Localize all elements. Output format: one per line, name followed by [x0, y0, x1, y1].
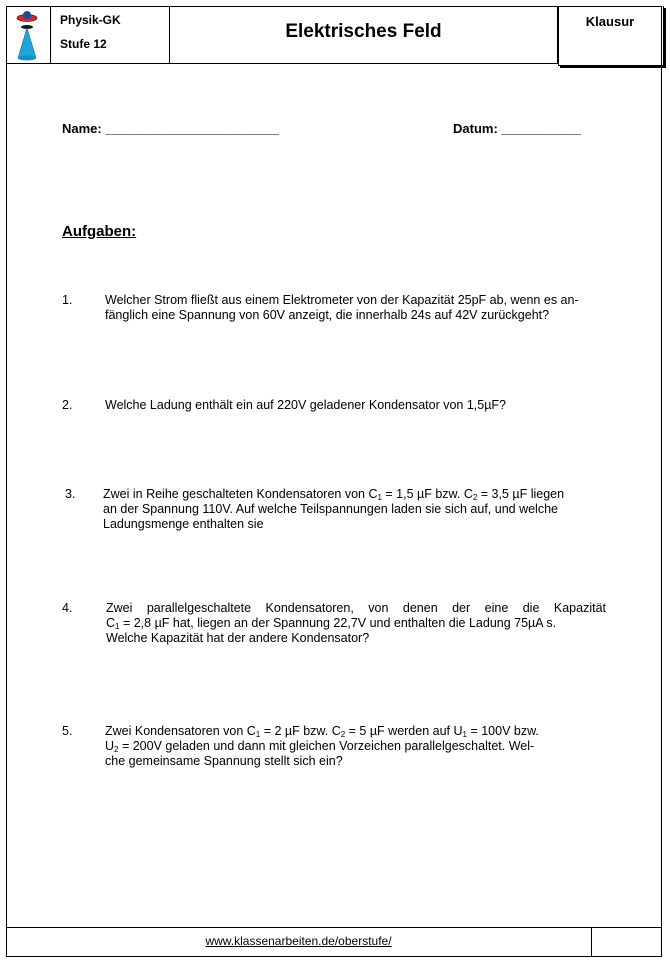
text-run: C — [106, 616, 116, 630]
question-number: 4. — [62, 601, 73, 615]
subject-cell — [51, 6, 170, 64]
footer-link[interactable]: www.klassenarbeiten.de/oberstufe/ — [205, 934, 392, 948]
question-line: Ladungsmenge enthalten sie — [103, 517, 264, 531]
footer-separator — [591, 927, 592, 957]
text-run: = 3,5 µF liegen — [477, 487, 565, 501]
text-run: Zwei parallelgeschaltete Kondensatoren, von denen der eine die Kapazität — [106, 601, 606, 615]
text-run: = 100V bzw. — [466, 724, 539, 738]
text-run: = 2 µF bzw. C — [260, 724, 341, 738]
page-title: Elektrisches Feld — [170, 6, 558, 64]
subscript: 2 — [340, 730, 346, 739]
logo — [6, 6, 51, 64]
header-divider — [6, 63, 558, 64]
text-run: = 1,5 µF bzw. C — [381, 487, 473, 501]
text-run: U — [105, 739, 115, 753]
question-number: 3. — [65, 487, 76, 501]
subscript: 2 — [472, 493, 478, 502]
question-line — [105, 739, 615, 754]
text-run: Zwei Kondensatoren von C — [105, 724, 256, 738]
question-line: an der Spannung 110V. Auf welche Teilspannungen laden sie sich auf, und welche — [103, 502, 558, 516]
subscript: 1 — [255, 730, 261, 739]
exam-type-box — [558, 6, 664, 66]
question-line — [106, 601, 606, 616]
question-number: 2. — [62, 398, 73, 412]
question-line: Welche Kapazität hat der andere Kondensator? — [106, 631, 370, 645]
text-run: = 5 µF werden auf U — [345, 724, 463, 738]
text-run: = 2,8 µF hat, liegen an der Spannung 22,7V und enthalten die Ladung 75µA s. — [119, 616, 557, 630]
subscript: 1 — [115, 622, 120, 631]
text-run: = 200V geladen und dann mit gleichen Vorzeichen parallelgeschaltet. Wel- — [118, 739, 535, 753]
question-line: Welche Ladung enthält ein auf 220V geladener Kondensator von 1,5µF? — [105, 398, 507, 412]
question-line — [105, 724, 615, 739]
question-number: 5. — [62, 724, 73, 738]
subscript: 1 — [462, 730, 467, 739]
exam-type: Klausur — [585, 14, 635, 29]
question-number: 1. — [62, 293, 73, 307]
physics-logo-icon — [6, 6, 51, 64]
subject: Physik-GK — [60, 13, 121, 27]
question-line: fänglich eine Spannung von 60V anzeigt, die innerhalb 24s auf 42V zurückgeht? — [105, 308, 550, 322]
level: Stufe 12 — [60, 37, 107, 51]
page-frame — [6, 6, 662, 957]
footer-divider — [6, 927, 662, 928]
text-run: Zwei in Reihe geschalteten Kondensatoren von C — [103, 487, 378, 501]
question-line — [106, 616, 606, 631]
question-line: che gemeinsame Spannung stellt sich ein? — [105, 754, 343, 768]
subscript: 1 — [377, 493, 382, 502]
question-line — [103, 487, 613, 502]
subscript: 2 — [114, 745, 119, 754]
name-field: Name: ________________________ — [62, 121, 279, 136]
date-field: Datum: ___________ — [453, 121, 581, 136]
question-line: Welcher Strom fließt aus einem Elektrometer von der Kapazität 25pF ab, wenn es an- — [105, 293, 579, 307]
section-title: Aufgaben: — [62, 223, 137, 240]
